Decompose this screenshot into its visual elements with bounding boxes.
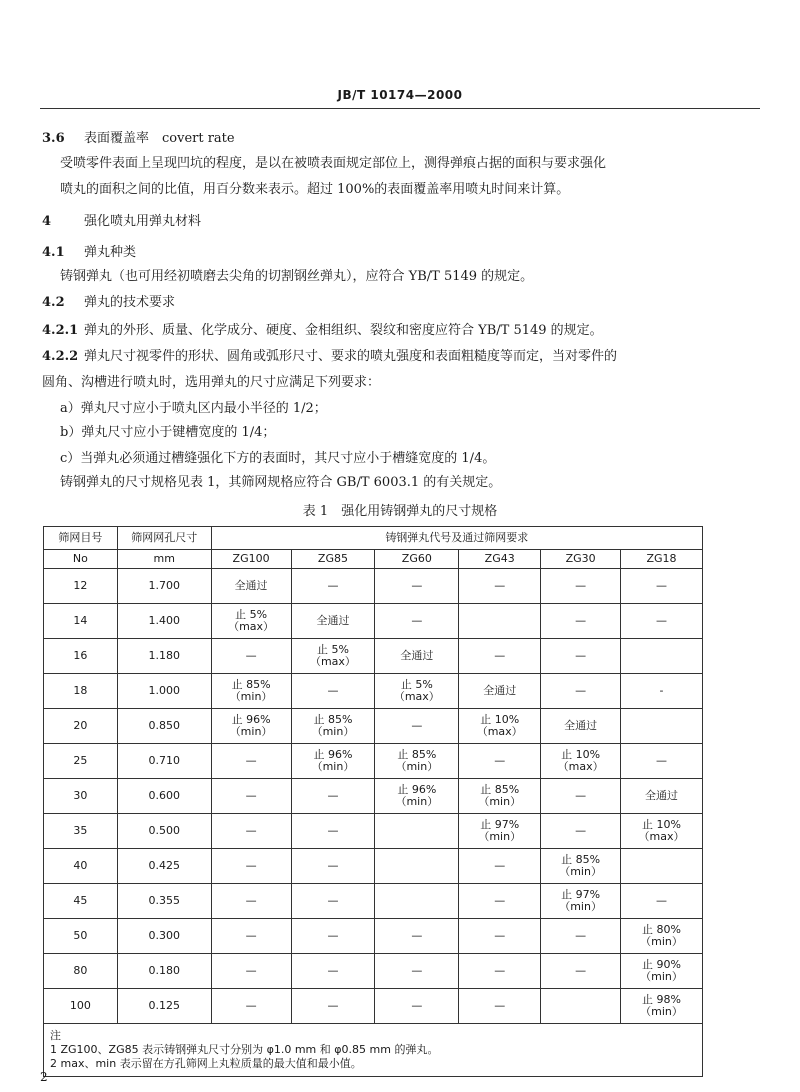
note-line: 1 ZG100、ZG85 表示铸钢弹丸尺寸分别为 φ1.0 mm 和 φ0.85 mm 的弹丸。 <box>50 1043 439 1056</box>
section-number: 4.2.1 <box>42 323 79 338</box>
table-row <box>44 919 703 954</box>
cell-grade-value: 全通过 <box>621 779 703 814</box>
cell-grade-value: — <box>375 989 459 1024</box>
text-line-s421 <box>42 322 742 340</box>
cell-grade-value <box>621 849 703 884</box>
text-line-s422b <box>42 374 742 392</box>
section-text: 受喷零件表面上呈现凹坑的程度，是以在被喷表面规定部位上，测得弹痕占据的面积与要求强化 <box>60 156 607 171</box>
cell-grade-value: — <box>459 919 541 954</box>
section-text: c）当弹丸必须通过槽缝强化下方的表面时，其尺寸应小于槽缝宽度的 1/4。 <box>60 451 496 466</box>
cell-grade-value: — <box>459 849 541 884</box>
cell-sieve: 25 <box>44 744 118 779</box>
cell-aperture: 0.300 <box>117 919 211 954</box>
grade-header-zg100: ZG100 <box>211 550 291 569</box>
cell-grade-value: 全通过 <box>459 674 541 709</box>
table-row <box>44 639 703 674</box>
cell-grade-value: 全通过 <box>541 709 621 744</box>
cell-grade-value: 止 96% （min） <box>291 744 375 779</box>
grade-header-zg18: ZG18 <box>621 550 703 569</box>
section-text: a）弹丸尺寸应小于喷丸区内最小半径的 1/2； <box>60 401 327 416</box>
cell-grade-value: — <box>211 849 291 884</box>
cell-grade-value: 止 85% （min） <box>291 709 375 744</box>
cell-grade-value: — <box>621 744 703 779</box>
note-line: 注 <box>50 1029 61 1042</box>
cell-grade-value: 全通过 <box>291 604 375 639</box>
cell-aperture: 1.180 <box>117 639 211 674</box>
cell-grade-value: — <box>211 639 291 674</box>
cell-grade-value <box>375 814 459 849</box>
cell-grade-value: — <box>541 954 621 989</box>
cell-sieve: 20 <box>44 709 118 744</box>
cell-grade-value: — <box>459 639 541 674</box>
cell-grade-value <box>459 604 541 639</box>
cell-sieve: 50 <box>44 919 118 954</box>
cell-grade-value: 止 5% （max） <box>375 674 459 709</box>
text-line-sb <box>60 424 760 442</box>
cell-grade-value <box>375 849 459 884</box>
cell-grade-value: — <box>541 814 621 849</box>
cell-grade-value: — <box>459 884 541 919</box>
text-line-s41p <box>60 268 760 286</box>
grade-header-zg85: ZG85 <box>291 550 375 569</box>
table-row <box>44 814 703 849</box>
cell-grade-value: 止 90% （min） <box>621 954 703 989</box>
cell-grade-value: 止 85% （min） <box>459 779 541 814</box>
cell-grade-value: — <box>211 814 291 849</box>
cell-aperture: 1.400 <box>117 604 211 639</box>
table-row <box>44 744 703 779</box>
page-header: JB/T 10174—2000 <box>337 88 463 102</box>
cell-grade-value <box>375 884 459 919</box>
table-row <box>44 674 703 709</box>
text-line-s422 <box>42 348 742 366</box>
cell-grade-value: — <box>291 849 375 884</box>
text-line-s4 <box>42 213 742 231</box>
cell-grade-value: — <box>541 919 621 954</box>
text-line-sa <box>60 400 760 418</box>
cell-sieve: 18 <box>44 674 118 709</box>
spec-table <box>43 526 703 1077</box>
section-text: 圆角、沟槽进行喷丸时，选用弹丸的尺寸应满足下列要求： <box>42 375 381 390</box>
cell-grade-value: 止 97% （min） <box>459 814 541 849</box>
cell-grade-value: 止 10% （max） <box>541 744 621 779</box>
cell-grade-value: — <box>541 674 621 709</box>
cell-grade-value: — <box>211 919 291 954</box>
cell-grade-value: — <box>459 954 541 989</box>
cell-grade-value: — <box>541 779 621 814</box>
header-sieve: 筛网目号 <box>44 527 118 550</box>
cell-aperture: 1.700 <box>117 569 211 604</box>
cell-aperture: 0.425 <box>117 849 211 884</box>
cell-grade-value: 全通过 <box>375 639 459 674</box>
cell-grade-value: 全通过 <box>211 569 291 604</box>
cell-aperture: 0.125 <box>117 989 211 1024</box>
cell-grade-value: - <box>621 674 703 709</box>
cell-grade-value: — <box>211 779 291 814</box>
header-aperture: 筛网网孔尺寸 <box>117 527 211 550</box>
grade-header-zg60: ZG60 <box>375 550 459 569</box>
section-text: 喷丸的面积之间的比值，用百分数来表示。超过 100%的表面覆盖率用喷丸时间来计算。 <box>60 182 570 197</box>
cell-grade-value <box>621 639 703 674</box>
table-row <box>44 884 703 919</box>
section-text: 铸钢弹丸的尺寸规格见表 1，其筛网规格应符合 GB/T 6003.1 的有关规定。 <box>60 475 502 490</box>
cell-aperture: 0.710 <box>117 744 211 779</box>
section-text: 弹丸种类 <box>84 245 137 260</box>
cell-grade-value: — <box>621 604 703 639</box>
grade-header-zg43: ZG43 <box>459 550 541 569</box>
text-line-s41 <box>42 244 742 262</box>
section-number: 4 <box>42 214 52 229</box>
cell-grade-value: 止 10% （max） <box>459 709 541 744</box>
cell-grade-value: 止 10% （max） <box>621 814 703 849</box>
cell-aperture: 1.000 <box>117 674 211 709</box>
section-number: 4.2.2 <box>42 349 79 364</box>
cell-sieve: 80 <box>44 954 118 989</box>
section-text: 强化喷丸用弹丸材料 <box>84 214 202 229</box>
cell-grade-value: — <box>211 989 291 1024</box>
cell-aperture: 0.180 <box>117 954 211 989</box>
cell-grade-value: — <box>291 884 375 919</box>
cell-sieve: 35 <box>44 814 118 849</box>
cell-grade-value: — <box>291 674 375 709</box>
cell-aperture: 0.355 <box>117 884 211 919</box>
cell-grade-value: 止 97% （min） <box>541 884 621 919</box>
cell-grade-value: — <box>211 884 291 919</box>
header-aperture-unit: mm <box>117 550 211 569</box>
cell-grade-value: — <box>375 569 459 604</box>
cell-grade-value: — <box>375 954 459 989</box>
cell-aperture: 0.850 <box>117 709 211 744</box>
cell-grade-value: — <box>291 989 375 1024</box>
text-line-s36p1 <box>60 155 760 173</box>
cell-grade-value: — <box>459 569 541 604</box>
grade-header-zg30: ZG30 <box>541 550 621 569</box>
cell-grade-value: 止 96% （min） <box>211 709 291 744</box>
cell-grade-value: — <box>375 709 459 744</box>
cell-grade-value: — <box>291 954 375 989</box>
section-number: 4.1 <box>42 245 65 260</box>
section-text: 弹丸尺寸视零件的形状、圆角或弧形尺寸、要求的喷丸强度和表面粗糙度等而定，当对零件的 <box>84 349 618 364</box>
cell-grade-value: — <box>541 569 621 604</box>
cell-sieve: 30 <box>44 779 118 814</box>
cell-sieve: 40 <box>44 849 118 884</box>
section-text: 弹丸的外形、质量、化学成分、硬度、金相组织、裂纹和密度应符合 YB/T 5149 的规定。 <box>84 323 603 338</box>
cell-grade-value: — <box>291 919 375 954</box>
cell-grade-value: 止 96% （min） <box>375 779 459 814</box>
cell-grade-value: — <box>291 569 375 604</box>
cell-aperture: 0.600 <box>117 779 211 814</box>
header-group: 铸钢弹丸代号及通过筛网要求 <box>211 527 702 550</box>
table-row <box>44 954 703 989</box>
cell-grade-value <box>621 709 703 744</box>
cell-grade-value: — <box>211 744 291 779</box>
cell-grade-value: — <box>291 779 375 814</box>
cell-grade-value: 止 85% （min） <box>375 744 459 779</box>
section-text: 弹丸的技术要求 <box>84 295 176 310</box>
cell-sieve: 45 <box>44 884 118 919</box>
table-row <box>44 569 703 604</box>
cell-grade-value: — <box>459 989 541 1024</box>
page-number: 2 <box>40 1070 48 1084</box>
text-line-s36p2 <box>60 181 760 199</box>
table-row <box>44 709 703 744</box>
header-sieve-unit: No <box>44 550 118 569</box>
table-row <box>44 604 703 639</box>
cell-sieve: 12 <box>44 569 118 604</box>
header-rule <box>40 108 760 109</box>
cell-grade-value: 止 80% （min） <box>621 919 703 954</box>
table-notes <box>44 1024 703 1077</box>
cell-aperture: 0.500 <box>117 814 211 849</box>
note-line: 2 max、min 表示留在方孔筛网上丸粒质量的最大值和最小值。 <box>50 1057 362 1070</box>
cell-sieve: 16 <box>44 639 118 674</box>
table-row <box>44 779 703 814</box>
cell-grade-value: 止 5% （max） <box>291 639 375 674</box>
table-caption: 表 1 强化用铸钢弹丸的尺寸规格 <box>302 504 498 519</box>
cell-grade-value: 止 98% （min） <box>621 989 703 1024</box>
cell-sieve: 100 <box>44 989 118 1024</box>
section-text: b）弹丸尺寸应小于键槽宽度的 1/4； <box>60 425 276 440</box>
section-number: 4.2 <box>42 295 65 310</box>
cell-grade-value: 止 5% （max） <box>211 604 291 639</box>
text-line-s42 <box>42 294 742 312</box>
cell-grade-value <box>541 989 621 1024</box>
cell-grade-value: — <box>541 604 621 639</box>
cell-grade-value: — <box>291 814 375 849</box>
section-text: 铸钢弹丸（也可用经初喷磨去尖角的切割钢丝弹丸），应符合 YB/T 5149 的规定。 <box>60 269 534 284</box>
cell-grade-value: 止 85% （min） <box>541 849 621 884</box>
cell-grade-value: — <box>375 919 459 954</box>
section-number: 3.6 <box>42 131 65 146</box>
text-line-s36 <box>42 130 742 148</box>
cell-grade-value: — <box>541 639 621 674</box>
cell-grade-value: — <box>211 954 291 989</box>
cell-grade-value: — <box>375 604 459 639</box>
table-row <box>44 849 703 884</box>
table-row <box>44 989 703 1024</box>
text-line-sd <box>60 474 760 492</box>
cell-grade-value: — <box>459 744 541 779</box>
text-line-sc <box>60 450 760 468</box>
cell-grade-value: 止 85% （min） <box>211 674 291 709</box>
section-text: 表面覆盖率 covert rate <box>84 131 235 146</box>
cell-grade-value: — <box>621 569 703 604</box>
cell-grade-value: — <box>621 884 703 919</box>
cell-sieve: 14 <box>44 604 118 639</box>
